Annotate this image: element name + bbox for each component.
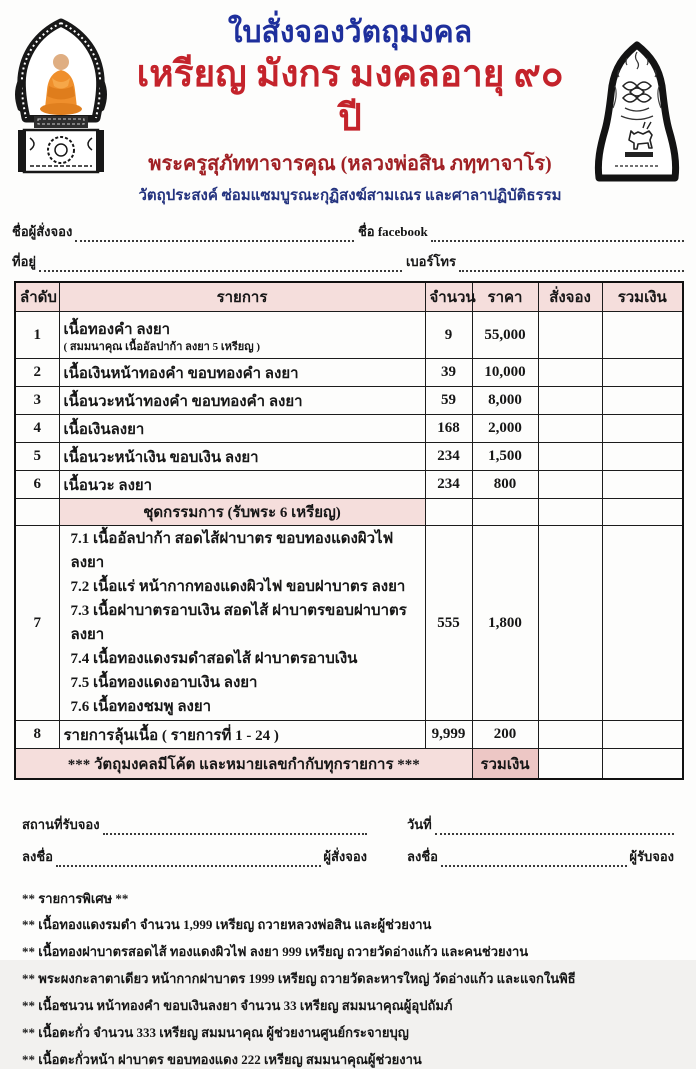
address-line — [12, 251, 684, 272]
monk-name-line: พระครูสุภัททาจารคุณ (หลวงพ่อสิน ภทฺทาจาโร) — [148, 153, 552, 176]
place-field — [103, 822, 367, 835]
col-price: ราคา — [472, 282, 538, 312]
grand-total-label: รวมเงิน — [472, 749, 538, 780]
note-line: ** เนื้อตะกั่วหน้า ฝาบาตร ขอบทองแดง 222 เหรียญ สมมนาคุณผู้ช่วยงาน — [22, 1051, 422, 1067]
row-number: 4 — [15, 415, 59, 443]
price: 1,800 — [472, 526, 538, 721]
quantity: 234 — [425, 443, 472, 471]
row-number: 6 — [15, 471, 59, 499]
table-row — [15, 312, 683, 359]
price: 800 — [472, 471, 538, 499]
table-row — [15, 471, 683, 499]
signature-left — [22, 814, 407, 878]
orderer-label: ผู้สั่งจอง — [323, 849, 367, 865]
phone-label: เบอร์โทร — [405, 254, 456, 270]
monk-portrait-image — [0, 8, 122, 178]
facebook-field — [431, 229, 684, 242]
sign-label: ลงชื่อ — [407, 849, 438, 865]
col-qty: จำนวน — [425, 282, 472, 312]
quantity: 39 — [425, 359, 472, 387]
total-cell — [602, 312, 683, 359]
purpose-line: วัตถุประสงค์ ซ่อมแซมบูรณะกุฏิสงฆ์สามเณร และศาลาปฏิบัติธรรม — [138, 188, 562, 205]
order-qty-cell — [538, 359, 602, 387]
committee-set-row — [15, 526, 683, 721]
price: 10,000 — [472, 359, 538, 387]
orderer-sign-field — [56, 854, 321, 867]
item-note: ( สมมนาคุณ เนื้ออัลปาก้า ลงยา 5 เหรียญ ) — [63, 341, 261, 354]
quantity: 9 — [425, 312, 472, 359]
date-line — [407, 814, 674, 835]
header — [0, 0, 696, 207]
committee-set-item: 7.6 เนื้อทองชมพู ลงยา — [70, 699, 212, 716]
phone-field — [459, 259, 684, 272]
committee-set-header-row — [15, 499, 683, 526]
table-row — [15, 415, 683, 443]
order-qty-cell — [538, 312, 602, 359]
empty-cell — [602, 499, 683, 526]
place-label: สถานที่รับจอง — [22, 817, 100, 833]
price: 1,500 — [472, 443, 538, 471]
name-field — [75, 229, 354, 242]
row-number: 7 — [15, 526, 59, 721]
committee-set-item: 7.2 เนื้อแร่ หน้ากากทองแดงผิวไฟ ขอบฝาบาตร ลงยา — [70, 579, 406, 596]
price: 55,000 — [472, 312, 538, 359]
table-row — [15, 721, 683, 749]
committee-set-item: 7.3 เนื้อฝาบาตรอาบเงิน สอดไส้ ฝาบาตรขอบฝาบาตร ลงยา — [70, 603, 407, 644]
quantity: 555 — [425, 526, 472, 721]
row-number: 8 — [15, 721, 59, 749]
order-qty-cell — [538, 415, 602, 443]
total-cell — [602, 387, 683, 415]
table-header-row — [15, 282, 683, 312]
address-field — [39, 259, 402, 272]
order-qty-cell — [538, 443, 602, 471]
name-label: ชื่อผู้สั่งจอง — [12, 224, 73, 240]
committee-set-item: 7.5 เนื้อทองแดงอาบเงิน ลงยา — [70, 675, 258, 692]
row-number: 1 — [15, 312, 59, 359]
table-footer-row — [15, 749, 683, 780]
empty-cell — [602, 749, 683, 780]
item-name: รายการลุ้นเนื้อ ( รายการที่ 1 - 24 ) — [59, 721, 425, 749]
order-qty-cell — [538, 387, 602, 415]
place-line — [22, 814, 367, 835]
table-row — [15, 387, 683, 415]
price: 8,000 — [472, 387, 538, 415]
receiver-label: ผู้รับจอง — [629, 849, 674, 865]
total-cell — [602, 471, 683, 499]
committee-set-item: 7.1 เนื้ออัลปาก้า สอดไส้ฝาบาตร ขอบทองแดงผิวไฟ ลงยา — [70, 531, 394, 572]
item-name: เนื้อนวะหน้าทองคำ ขอบทองคำ ลงยา — [59, 387, 425, 415]
price: 200 — [472, 721, 538, 749]
item-name: เนื้อนวะหน้าเงิน ขอบเงิน ลงยา — [59, 443, 425, 471]
customer-info-section — [12, 221, 684, 272]
note-line: ** เนื้อชนวน หน้าทองคำ ขอบเงินลงยา จำนวน 33 เหรียญ สมมนาคุณผู้อุปถัมภ์ — [22, 997, 453, 1013]
notes-header: ** รายการพิเศษ ** — [22, 891, 129, 907]
empty-cell — [15, 499, 59, 526]
sign-label: ลงชื่อ — [22, 849, 53, 865]
order-qty-cell — [538, 471, 602, 499]
date-field — [435, 822, 674, 835]
receiver-sign-line — [407, 846, 674, 867]
col-item: รายการ — [59, 282, 425, 312]
row-number: 2 — [15, 359, 59, 387]
total-cell — [602, 526, 683, 721]
item-name: เนื้อเงินลงยา — [59, 415, 425, 443]
committee-set-title: ชุดกรรมการ (รับพระ 6 เหรียญ) — [59, 499, 425, 526]
facebook-label: ชื่อ facebook — [357, 224, 428, 240]
page-title: ใบสั่งจองวัตถุมงคล — [227, 16, 473, 49]
yantra-seal-icon — [585, 40, 689, 186]
row-number: 5 — [15, 443, 59, 471]
address-label: ที่อยู่ — [12, 254, 36, 270]
quantity: 168 — [425, 415, 472, 443]
price: 2,000 — [472, 415, 538, 443]
name-line — [12, 221, 684, 242]
receiver-sign-field — [441, 854, 627, 867]
table-row — [15, 359, 683, 387]
note-line: ** พระผงกะลาตาเดียว หน้ากากฝาบาตร 1999 เหรียญ ถวายวัดละหารใหญ่ วัดอ่างแก้ว และแจกในพิธี — [22, 971, 576, 987]
code-note: *** วัตถุมงคลมีโค้ต และหมายเลขกำกับทุกรายการ *** — [15, 749, 472, 780]
note-line: ** เนื้อทองแดงรมดำ จำนวน 1,999 เหรียญ ถวายหลวงพ่อสิน และผู้ช่วยงาน — [22, 917, 432, 933]
item-name: เนื้อทองคำ ลงยา ( สมมนาคุณ เนื้ออัลปาก้า ลงยา 5 เหรียญ ) — [59, 312, 425, 359]
page-subtitle: เหรียญ มังกร มงคลอายุ ๙๐ ปี — [136, 53, 564, 139]
orderer-sign-line — [22, 846, 367, 867]
committee-set-item: 7.4 เนื้อทองแดงรมดำสอดไส้ ฝาบาตรอาบเงิน — [70, 651, 358, 668]
note-line: ** เนื้อตะกั่ว จำนวน 333 เหรียญ สมมนาคุณ ผู้ช่วยงานศูนย์กระจายบุญ — [22, 1024, 409, 1040]
header-titles — [122, 8, 578, 207]
signature-section — [22, 814, 674, 878]
col-order: สั่งจอง — [538, 282, 602, 312]
total-cell — [602, 359, 683, 387]
total-cell — [602, 415, 683, 443]
quantity: 234 — [425, 471, 472, 499]
notes-list — [22, 917, 674, 1068]
row-number: 3 — [15, 387, 59, 415]
empty-cell — [472, 499, 538, 526]
col-total: รวมเงิน — [602, 282, 683, 312]
signature-right — [407, 814, 674, 878]
empty-cell — [538, 499, 602, 526]
yantra-seal-image — [578, 8, 696, 186]
table-row — [15, 443, 683, 471]
empty-cell — [425, 499, 472, 526]
total-cell — [602, 721, 683, 749]
quantity: 9,999 — [425, 721, 472, 749]
monk-portrait-icon — [8, 20, 114, 178]
quantity: 59 — [425, 387, 472, 415]
col-no: ลำดับ — [15, 282, 59, 312]
committee-set-items — [59, 526, 425, 721]
date-label: วันที่ — [407, 817, 432, 833]
item-name: เนื้อเงินหน้าทองคำ ขอบทองคำ ลงยา — [59, 359, 425, 387]
special-notes-section — [22, 888, 674, 1068]
note-line: ** เนื้อทองฝาบาตรสอดไส้ ทองแดงผิวไฟ ลงยา 999 เหรียญ ถวายวัดอ่างแก้ว และคนช่วยงาน — [22, 944, 529, 960]
total-cell — [602, 443, 683, 471]
grand-total-cell — [538, 749, 602, 780]
order-qty-cell — [538, 721, 602, 749]
order-table — [14, 281, 684, 780]
order-qty-cell — [538, 526, 602, 721]
item-name: เนื้อนวะ ลงยา — [59, 471, 425, 499]
